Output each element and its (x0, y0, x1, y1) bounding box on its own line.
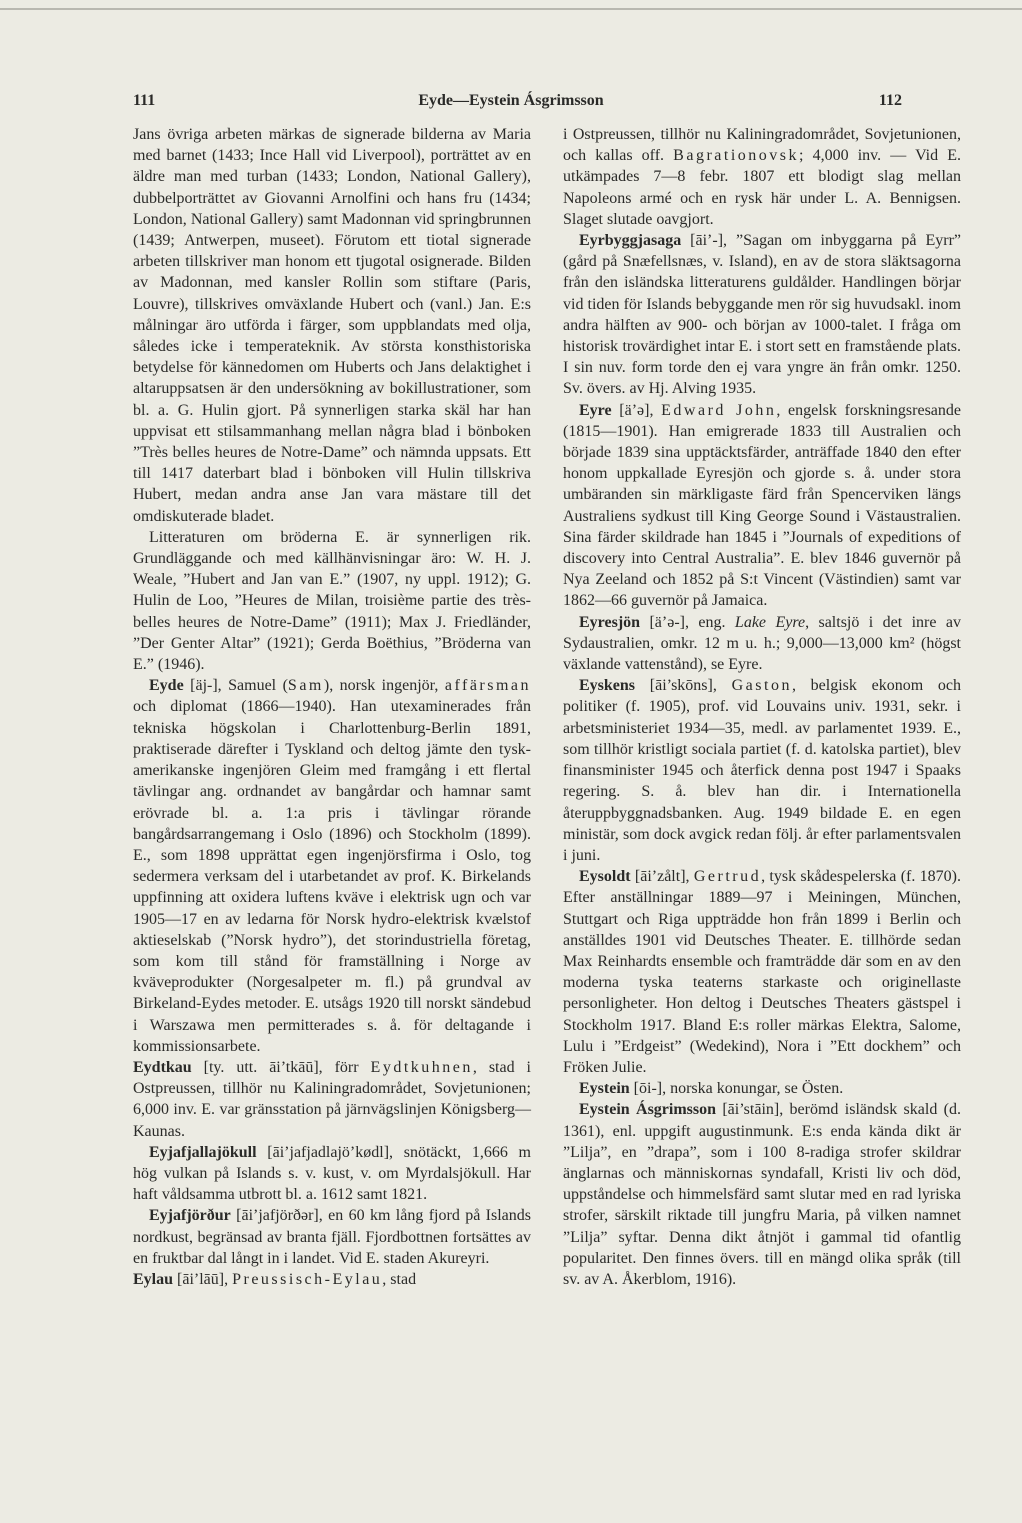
entry-eyjafjallajokull (133, 1142, 531, 1206)
continued-paragraph (563, 124, 961, 230)
entry-text: [ä’ə-], eng. (640, 613, 735, 631)
headword: Eylau (133, 1270, 174, 1288)
entry-text: ), norsk ingenjör, (323, 677, 445, 695)
spaced-name: Edward John (661, 401, 777, 419)
entry-eyrbyggjasaga (563, 230, 961, 400)
entry-text: , stad i Ostpreussen, tillhör nu Kaliningradområdet, Sovjetunionen; 6,000 inv. E. var gränsstation på järnvägslinjen Königsberg—Kaunas. (133, 1058, 531, 1140)
entry-text: [ty. utt. āi’tkāū], förr (191, 1058, 371, 1076)
entry-text: [āi’-], ”Sagan om inbyggarna på Eyrr” (gård på Snæfellsnæs, v. Island), en av de stora släktsagorna från den isländska litteraturens guldålder. Handlingen börjar vid tiden för Islands bebyggande men rör sig huvudsakl. inom andra hälften av 900- och början av 1000-talet. I fråga om historisk trovärdighet intar E. i stort sett en framstående plats. I sin nuv. form torde den ej vara yngre än från omkr. 1250. Sv. övers. av Hj. Alving 1935. (563, 232, 961, 398)
entry-text: [āi’jafjörðər], en 60 km lång fjord på Islands nordkust, begränsad av branta fjäll. Fjordbottnen fortsättes av en fruktbar dal långt in i landet. Vid E. staden Akureyri. (133, 1207, 531, 1267)
entry-text: ; 4,000 inv. — Vid E. utkämpades 7—8 febr. 1807 ett blodigt slag mellan Napoleons armé och en rysk här under L. A. Bennigsen. Slaget slutade oavgjort. (563, 147, 961, 228)
headword: Eyresjön (579, 613, 641, 631)
headword: Eyde (149, 677, 184, 695)
spaced-name: Eydtkuhnen (370, 1058, 473, 1076)
headword: Eyjafjallajökull (149, 1143, 257, 1161)
entry-eystein-asgrimsson (563, 1099, 961, 1290)
entry-text: och diplomat (1866—1940). Han utexaminerades från tekniska högskolan i Charlottenburg-Berlin 1891, praktiserade därefter i Tyskland och deltog jämte den tysk-amerikanske ingenjören Gleim med framgång i ett flertal tävlingar ang. ordnandet av bangårdar och hamnar samt erövrade bl. a. 1:a pris i tävlingar rörande bangårdsarrangemang i Oslo (1896) och Stockholm (1899). E., som 1898 upprättat egen ingenjörsfirma i Oslo, tog sedermera verksam del i utarbetandet av prof. K. Birkelands uppfinning att oxidera luftens kväve i elektrisk ugn och var 1905—17 en av ledarna för Norsk hydro-elektrisk kvælstof aktieselskab (”Norsk hydro”), det storindustriella företag, som kom till stånd för framställning i Norge av kväveprodukter (Norgesalpeter m. fl.) på grundval av Birkeland-Eydes metoder. E. utsågs 1920 till norskt sändebud i Warszawa men permitterades s. å. för deltagande i kommissionsarbete. (133, 698, 531, 1055)
entry-eydtkau (133, 1057, 531, 1142)
entry-text: , belgisk ekonom och politiker (f. 1905), prof. vid Louvains univ. 1931, sekr. i arbetsministeriet 1934—35, medl. av parlamentet 1939. E., som tillhör kristligt sociala partiet (f. d. katolska partiet), blev finansminister 1945 och återfick denna post 1947 i Spaaks regering. S. å. blev han dir. i Internationella återuppbyggnadsbanken. Aug. 1949 bildade E. en egen ministär, som dock avgick redan följ. år efter parlamentsvalen i juni. (563, 677, 961, 864)
entry-text: i Ostpreussen, tillhör nu Kaliningradområdet, Sovjetunionen, och kallas off. (563, 126, 961, 165)
page-number-left: 111 (133, 92, 156, 109)
entry-eylau (133, 1269, 531, 1290)
headword: Eydtkau (133, 1058, 192, 1076)
top-edge-rule (0, 8, 1022, 10)
running-header (0, 92, 1022, 116)
entry-text: [āi’stāin], berömd isländsk skald (d. 1361), enl. uppgift augustinmunk. E:s enda kända dikt är ”Lilja”, en ”drapa”, som i 100 8-radiga strofer skildrar änglarnas och människornas syndafall, Kristi liv och död, uppståndelse och himmelsfärd samt slutar med en rad lyriska strofer, särskilt riktade till jungfru Maria, på vilken namnet ”Lilja” syftar. Denna dikt åtnjöt i gammal tid ofantlig popularitet. Den finnes övers. till en mängd olika språk (till sv. av A. Åkerblom, 1916). (563, 1101, 961, 1288)
entry-text: [āi’zålt], (630, 868, 694, 886)
page-number-right: 112 (878, 92, 902, 109)
entry-text: [ōi-], norska konungar, se Östen. (629, 1080, 844, 1098)
headword: Eystein Ásgrimsson (579, 1101, 717, 1119)
left-column (133, 124, 531, 1290)
spaced-name: Preussisch-Eylau (232, 1270, 383, 1288)
entry-text: [āi’jafjadlajö’kødl], snötäckt, 1,666 m hög vulkan på Islands s. v. kust, v. om Myrdalsjökull. Har haft våldsamma utbrott bl. a. 1612 samt 1821. (133, 1143, 531, 1204)
headword: Eyre (579, 401, 612, 419)
entry-eystein (563, 1078, 961, 1099)
entry-text: [āi’lāū], (173, 1270, 233, 1288)
entry-eyskens (563, 675, 961, 866)
headword: Eystein (579, 1080, 630, 1098)
italic-name: Lake Eyre (734, 613, 806, 631)
entry-eyde (133, 675, 531, 1057)
entry-text: , engelsk forskningsresande (1815—1901). Han emigrerade 1833 till Australien och började 1839 sina upptäcktsfärder, anträffade 1840 den efter honom uppkallade Eyresjön och gjorde s. å. under stora umbäranden sin märkligaste färd från Spencerviken längs Australiens sydkust till King George Sound i Västaustralien. Sina färder skildrade han 1845 i ”Journals of expeditions of discovery into Central Australia”. E. blev 1846 guvernör på Nya Zeeland och 1852 på S:t Vincent (Västindien) samt var 1862—66 guvernör på Jamaica. (563, 401, 961, 610)
running-title: Eyde—Eystein Ásgrimsson (418, 92, 604, 109)
literature-paragraph: Litteraturen om bröderna E. är synnerligen rik. Grundläggande och med källhänvisningar äro: W. H. J. Weale, ”Hubert and Jan van E.” (1907, ny uppl. 1912); G. Hulin de Loo, ”Heures de Milan, troisième partie des très-belles heures de Notre-Dame” (1911); Max J. Friedländer, ”Der Genter Altar” (1921); Gerda Boëthius, ”Bröderna van E.” (1946). (133, 528, 531, 674)
entry-text: [ä’ə], (611, 401, 662, 419)
spaced-word: affärsman (444, 677, 532, 695)
entry-eyjafjordur (133, 1205, 531, 1269)
entry-text: , stad (382, 1270, 417, 1288)
spaced-name: Gertrud (693, 868, 762, 886)
right-column (563, 124, 961, 1290)
entry-text: [āi’skōns], (635, 677, 732, 695)
entry-text: [äj-], Samuel ( (183, 677, 288, 695)
entry-eyre (563, 400, 961, 612)
headword: Eyjafjörður (149, 1207, 231, 1225)
headword: Eyrbyggjasaga (579, 232, 682, 250)
headword: Eyskens (579, 677, 636, 695)
spaced-name: Bagrationovsk (673, 147, 799, 165)
continued-paragraph: Jans övriga arbeten märkas de signerade bilderna av Maria med barnet (1433; Ince Hall vid Liverpool), porträttet av en äldre man med turban (1433; London, National Gallery), dubbelporträttet av Giovanni Arnolfini och hans fru (1434; London, National Gallery) samt Madonnan vid springbrunnen (1439; Antwerpen, museet). Förutom ett tiotal signerade arbeten tillskriver man honom ett tjugotal osignerade. Bilden av Madonnan, med kansler Rollin som stiftare (Paris, Louvre), tillskrives omväxlande Hubert och (vanl.) Jan. E:s målningar äro utförda i färger, som uppblandats med olja, således icke i temperateknik. Av största konsthistoriska betydelse för kännedomen om Huberts och Jans delaktighet i altaruppsatsen är den undersökning av bokillustrationer, som bl. a. G. Hulin gjort. På synnerligen starka skäl har han uppvisat ett stilsammanhang mellan några blad i bönboken ”Très belles heures de Notre-Dame” och nämnda uppsats. Ett till 1417 daterbart blad i bönboken vill Hulin tillskriva Hubert, medan andra anse Jan vara mästare till det omdiskuterade bladet. (133, 126, 531, 525)
entry-text: , tysk skådespelerska (f. 1870). Efter anställningar 1889—97 i Meiningen, München, Stuttgart och Riga uppträdde hon från 1899 i Berlin och anställdes 1901 vid Deutsches Theater. E. tillhörde sedan Max Reinhardts ensemble och framträdde där som en av den moderna tyska teaterns starkaste och originellaste personligheter. Hon deltog i Deutsches Theaters gästspel i Stockholm 1917. Bland E:s roller märkas Elektra, Salome, Lulu i ”Erdgeist” (Wedekind), Nora i ”Ett dockhem” och Fröken Julie. (563, 868, 961, 1076)
entry-eysoldt (563, 866, 961, 1078)
spaced-name: Gaston (731, 677, 792, 695)
headword: Eysoldt (579, 868, 631, 886)
entry-eyresjon (563, 612, 961, 676)
entry-text: , saltsjö i det inre av Sydaustralien, omkr. 12 m u. h.; 9,000—13,000 km² (högst växlande vattenstånd), se Eyre. (563, 613, 962, 674)
spaced-name: Sam (287, 677, 324, 695)
